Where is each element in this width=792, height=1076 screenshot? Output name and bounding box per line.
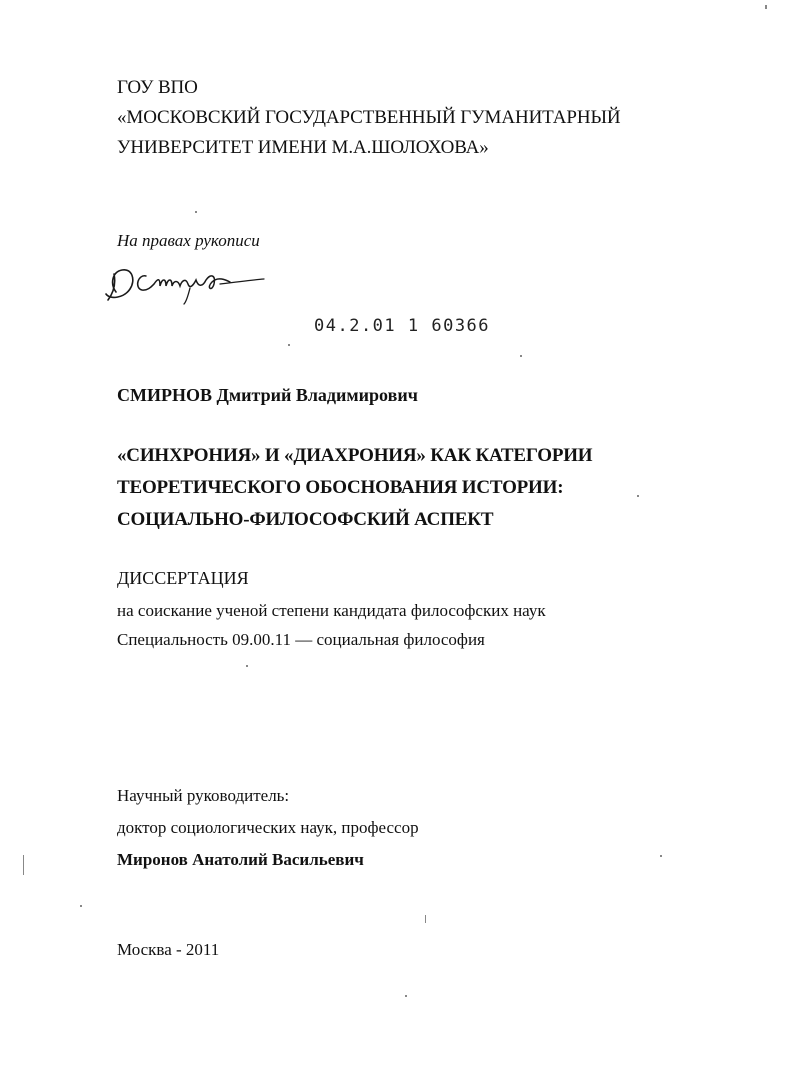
scan-speck: [425, 915, 426, 923]
scan-speck: [765, 5, 767, 9]
manuscript-rights-note: На правах рукописи: [117, 231, 260, 250]
institution-type: ГОУ ВПО: [117, 77, 198, 98]
dissertation-title-line-3: СОЦИАЛЬНО-ФИЛОСОФСКИЙ АСПЕКТ: [117, 509, 494, 530]
advisor-credentials: доктор социологических наук, профессор: [117, 818, 419, 837]
work-type: ДИССЕРТАЦИЯ: [117, 568, 249, 588]
registration-code: 04.2.01 1 60366: [314, 316, 491, 336]
scan-speck: [520, 355, 522, 357]
city-year: Москва - 2011: [117, 940, 220, 959]
scan-speck: [80, 905, 82, 907]
scan-speck: [288, 344, 290, 346]
degree-line: на соискание ученой степени кандидата философских наук: [117, 601, 546, 620]
author-signature: [102, 262, 267, 307]
dissertation-title-line-2: ТЕОРЕТИЧЕСКОГО ОБОСНОВАНИЯ ИСТОРИИ:: [117, 477, 564, 498]
dissertation-title-line-1: «СИНХРОНИЯ» И «ДИАХРОНИЯ» КАК КАТЕГОРИИ: [117, 445, 593, 466]
scan-speck: [660, 855, 662, 857]
scan-speck: [637, 495, 639, 497]
scan-speck: [246, 665, 248, 667]
advisor-label: Научный руководитель:: [117, 786, 290, 805]
specialty-line: Специальность 09.00.11 — социальная философия: [117, 630, 485, 649]
scan-speck: [405, 995, 407, 997]
author-name: СМИРНОВ Дмитрий Владимирович: [117, 385, 418, 405]
scan-speck: [23, 855, 24, 875]
scan-speck: [195, 211, 197, 213]
institution-name-line-1: «МОСКОВСКИЙ ГОСУДАРСТВЕННЫЙ ГУМАНИТАРНЫЙ: [117, 107, 621, 128]
institution-name-line-2: УНИВЕРСИТЕТ ИМЕНИ М.А.ШОЛОХОВА»: [117, 137, 489, 158]
advisor-name: Миронов Анатолий Васильевич: [117, 850, 364, 869]
